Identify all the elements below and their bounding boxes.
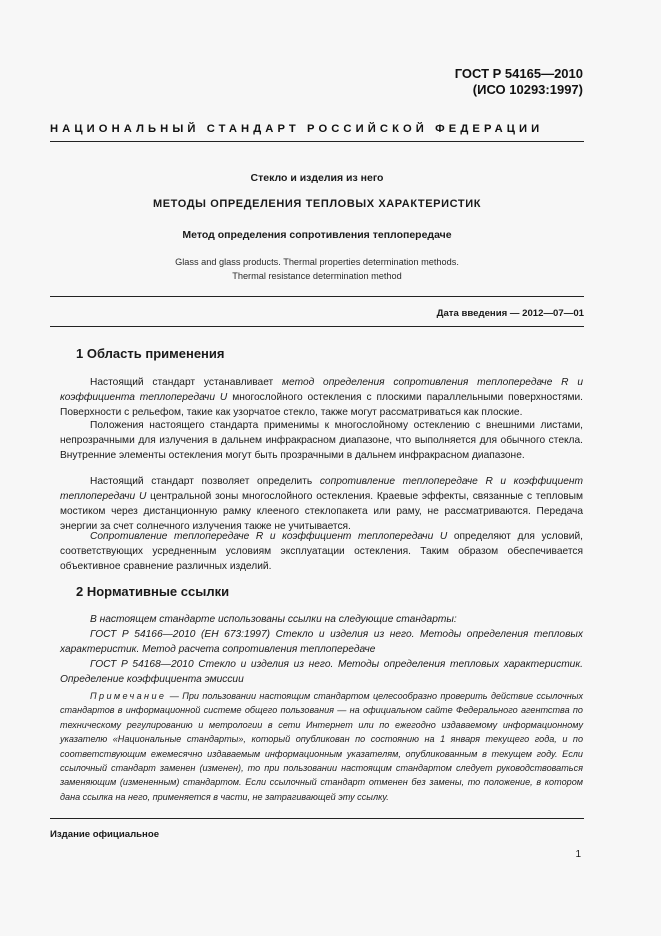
page-number: 1	[575, 849, 581, 860]
p4-text-italic: Сопротивление теплопередаче R и коэффициент теплопередачи U	[90, 531, 448, 542]
title-main: МЕТОДЫ ОПРЕДЕЛЕНИЯ ТЕПЛОВЫХ ХАРАКТЕРИСТИК	[152, 198, 482, 210]
p3-text-italic: сопротивление теплопередаче R и коэффициент теплопередачи U	[60, 476, 583, 503]
p1-text-c: многослойного остекления с плоскими параллельными поверхностями. Поверхности с рельефом, такие как узорчатое стекло, также могут рассматриваться как плоские.	[60, 392, 583, 419]
p2-text: Положения настоящего стандарта применимы к многослойному остеклению с внешними листами, непрозрачными для излучения в дальнем инфракрасном диапазоне, что выполняется для обычного стекла. Внутренние элементы остекления могут быть прозрачными в дальнем инфракрасном диапазоне.	[60, 420, 583, 462]
section1-paragraph1	[60, 375, 583, 420]
section2-intro	[60, 612, 583, 627]
section2-heading: 2 Нормативные ссылки	[76, 584, 230, 599]
gost-designation	[455, 66, 583, 98]
title-english	[50, 255, 584, 283]
p1-text-italic: метод определения сопротивления теплопередаче R и коэффициента теплопередачи U	[60, 377, 583, 404]
banner-rule	[50, 141, 584, 142]
footer-rule	[50, 818, 584, 819]
title-sub: Метод определения сопротивления теплопередаче	[182, 229, 452, 241]
normative-reference-2	[60, 657, 583, 687]
title-group: Стекло и изделия из него	[250, 172, 384, 184]
introduction-date: Дата введения — 2012—07—01	[436, 308, 584, 319]
official-edition-label: Издание официальное	[50, 829, 160, 840]
gost-number: ГОСТ Р 54165—2010	[454, 66, 583, 81]
reference-2-text: ГОСТ Р 54168—2010 Стекло и изделия из него. Методы определения тепловых характеристик. Определение коэффициента эмиссии	[60, 659, 583, 686]
section1-paragraph2	[60, 418, 583, 463]
p1-text-a: Настоящий стандарт устанавливает	[90, 377, 283, 388]
section1-paragraph3	[60, 474, 583, 534]
reference-1-text: ГОСТ Р 54166—2010 (ЕН 673:1997) Стекло и изделия из него. Методы определения тепловых характеристик. Метод расчета сопротивления теплопередаче	[60, 629, 583, 656]
section1-heading: 1 Область применения	[76, 346, 225, 361]
p4-text-b: определяют для условий, соответствующих усредненным условиям эксплуатации остекления. Таким образом обеспечивается объективное сравнение различных изделий.	[60, 531, 583, 573]
p3-text-a: Настоящий стандарт позволяет определить	[90, 476, 320, 487]
title-english-line2: Thermal resistance determination method	[232, 271, 402, 281]
note-label: Примечание	[90, 691, 167, 701]
date-rule	[50, 326, 584, 327]
title-rule	[50, 296, 584, 297]
note-text: — При пользовании настоящим стандартом целесообразно проверить действие ссылочных стандартов в информационной системе общего пользования — на официальном сайте Федерального агентства по техническому регулированию и метрологии в сети Интернет или по ежегодно издаваемому информационному указателю «Национальные стандарты», который опубликован по состоянию на 1 января текущего года, и по соответствующим ежемесячно издаваемым информационным указателям, опубликованным в текущем году. Если ссылочный стандарт заменен (изменен), то при пользовании настоящим стандартом следует руководствоваться заменяющим (измененным) стандартом. Если ссылочный стандарт отменен без замены, то положение, в котором дана ссылка на него, применяется в части, не затрагивающей эту ссылку.	[60, 691, 583, 802]
p3-text-c: центральной зоны многослойного остекления. Краевые эффекты, связанные с тепловым мостиком через дистанционную рамку клееного стеклопакета или раму, не рассматриваются. Передача энергии за счет солнечного излучения также не учитывается.	[60, 491, 584, 533]
national-standard-banner: НАЦИОНАЛЬНЫЙ СТАНДАРТ РОССИЙСКОЙ ФЕДЕРАЦИИ	[50, 123, 544, 135]
section1-paragraph4	[60, 529, 583, 574]
references-note	[60, 689, 583, 804]
iso-number: (ИСО 10293:1997)	[472, 82, 583, 97]
title-english-line1: Glass and glass products. Thermal properties determination methods.	[175, 257, 459, 267]
section2-intro-text: В настоящем стандарте использованы ссылки на следующие стандарты:	[90, 614, 457, 625]
normative-reference-1	[60, 627, 583, 657]
